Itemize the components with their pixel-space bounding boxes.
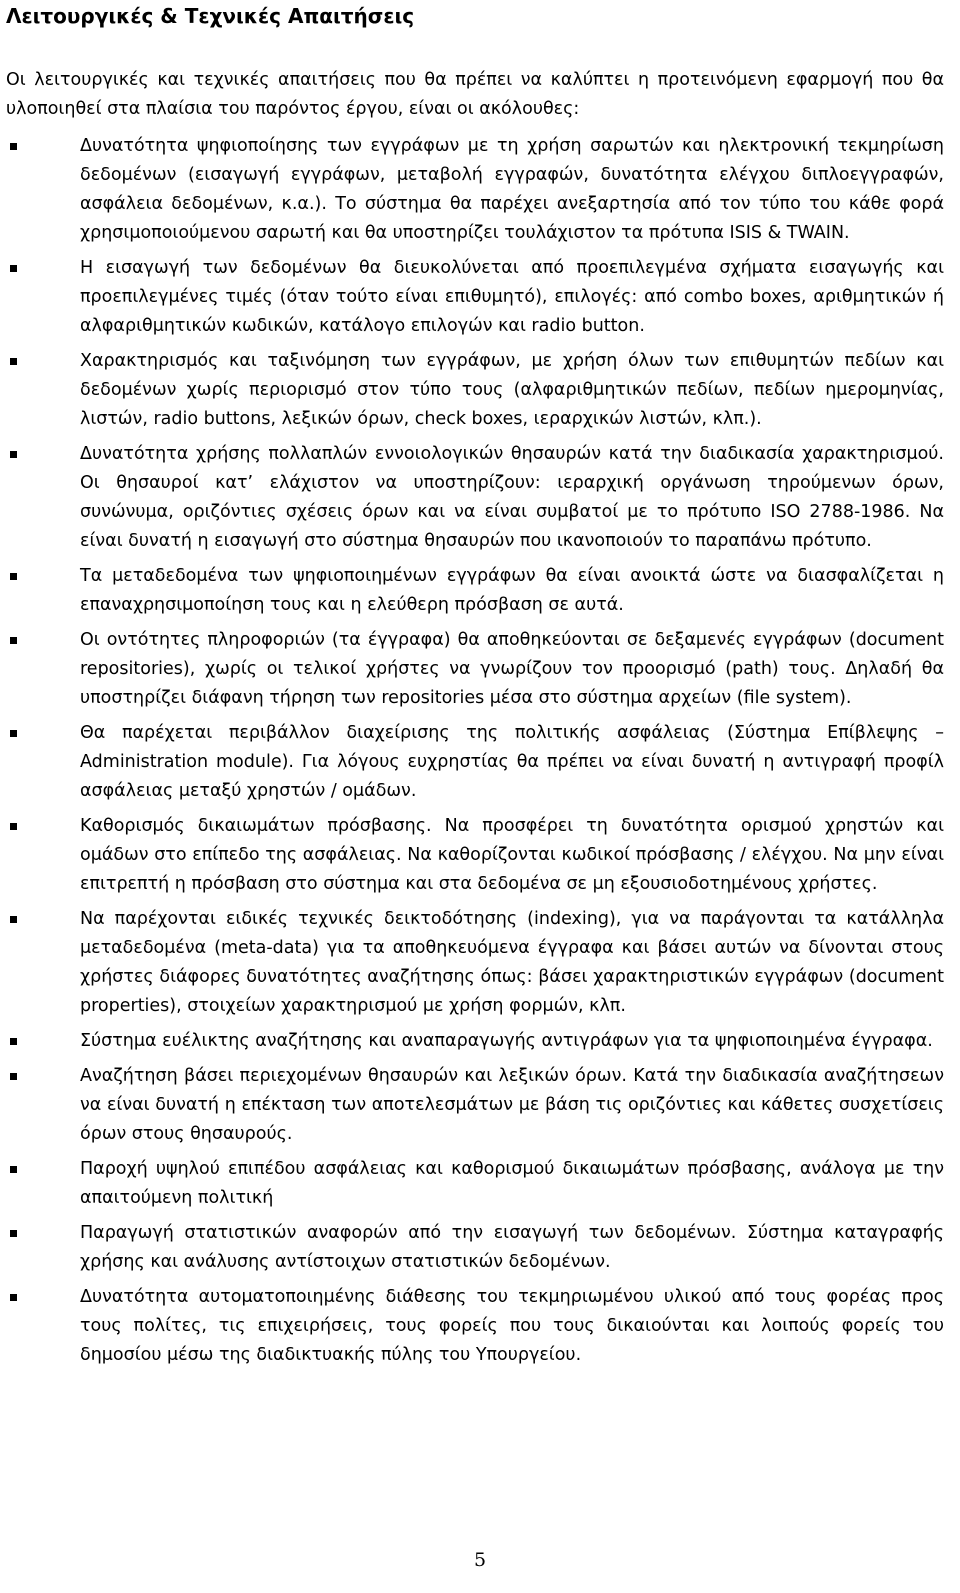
intro-paragraph: Οι λειτουργικές και τεχνικές απαιτήσεις που θα πρέπει να καλύπτει η προτεινόμενη εφαρμογή που θα υλοποιηθεί στα πλαίσια του παρόντος έργου, είναι οι ακόλουθες: [6,70,944,119]
square-bullet-icon [10,1294,17,1301]
list-item-text: Σύστημα ευέλικτης αναζήτησης και αναπαραγωγής αντιγράφων για τα ψηφιοποιημένα έγγραφα. [80,1031,933,1051]
list-item [6,347,944,434]
list-item [6,1283,944,1370]
section-heading: Λειτουργικές & Τεχνικές Απαιτήσεις [6,4,415,28]
list-item-text: Η εισαγωγή των δεδομένων θα διευκολύνεται από προεπιλεγμένα σχήματα εισαγωγής και προεπιλεγμένες τιμές (όταν τούτο είναι επιθυμητό), επιλογές: από combo boxes, αριθμητικών ή αλφαριθμητικών κωδικών, κατάλογο επιλογών και radio button. [80,258,944,336]
requirements-list [6,132,944,1376]
list-item-text: Αναζήτηση βάσει περιεχομένων θησαυρών και λεξικών όρων. Κατά την διαδικασία αναζήτησεων να είναι δυνατή η επέκταση των αποτελεσμάτων με βάση τις οριζόντιες και κάθετες συσχετίσεις όρων στους θησαυρούς. [80,1066,944,1144]
list-item-text: Δυνατότητα ψηφιοποίησης των εγγράφων με τη χρήση σαρωτών και ηλεκτρονική τεκμηρίωση δεδομένων (εισαγωγή εγγράφων, μεταβολή εγγραφών, δυνατότητα ελέγχου διπλοεγγραφών, ασφάλεια δεδομένων, κ.α.). Το σύστημα θα παρέχει ανεξαρτησία από τον τύπο του κάθε φορά χρησιμοποιούμενου σαρωτή και θα υποστηρίζει τουλάχιστον τα πρότυπα ISIS & TWAIN. [80,136,944,243]
list-item-text: Χαρακτηρισμός και ταξινόμηση των εγγράφων, με χρήση όλων των επιθυμητών πεδίων και δεδομένων χωρίς περιορισμό στον τύπο τους (αλφαριθμητικών πεδίων, πεδίων ημερομηνίας, λιστών, radio buttons, λεξικών όρων, check boxes, ιεραρχικών λιστών, κλπ.). [80,351,944,429]
list-item-text: Παροχή υψηλού επιπέδου ασφάλειας και καθορισμού δικαιωμάτων πρόσβασης, ανάλογα με την απαιτούμενη πολιτική [80,1159,944,1208]
square-bullet-icon [10,573,17,580]
page-number: 5 [473,1549,487,1571]
list-item [6,719,944,806]
list-item [6,562,944,620]
square-bullet-icon [10,451,17,458]
list-item [6,1062,944,1149]
list-item [6,440,944,556]
list-item-text: Παραγωγή στατιστικών αναφορών από την εισαγωγή των δεδομένων. Σύστημα καταγραφής χρήσης και ανάλυσης αντίστοιχων στατιστικών δεδομένων. [80,1223,944,1272]
square-bullet-icon [10,358,17,365]
square-bullet-icon [10,1230,17,1237]
list-item-text: Δυνατότητα χρήσης πολλαπλών εννοιολογικών θησαυρών κατά την διαδικασία χαρακτηρισμού. Οι θησαυροί κατ’ ελάχιστον να υποστηρίζουν: ιεραρχική οργάνωση τηρούμενων όρων, συνώνυμα, οριζόντιες σχέσεις όρων και να είναι συμβατοί με το πρότυπο ISO 2788-1986. Να είναι δυνατή η εισαγωγή στο σύστημα θησαυρών που ικανοποιούν το παραπάνω πρότυπο. [80,444,944,551]
list-item-text: Καθορισμός δικαιωμάτων πρόσβασης. Να προσφέρει τη δυνατότητα ορισμού χρηστών και ομάδων στο επίπεδο της ασφάλειας. Να καθορίζονται κωδικοί πρόσβασης / ελέγχου. Να μην είναι επιτρεπτή η πρόσβαση στο σύστημα και στα δεδομένα σε μη εξουσιοδοτημένους χρήστες. [80,816,944,894]
list-item-text: Να παρέχονται ειδικές τεχνικές δεικτοδότησης (indexing), για να παράγονται τα κατάλληλα μεταδεδομένα (meta-data) για τα αποθηκευόμενα έγγραφα και βάσει αυτών να δίνονται στους χρήστες διάφορες δυνατότητες αναζήτησης όπως: βάσει χαρακτηριστικών εγγράφων (document properties), στοιχείων χαρακτηρισμού με χρήση φορμών, κλπ. [80,909,944,1016]
list-item [6,626,944,713]
list-item-text: Δυνατότητα αυτοματοποιημένης διάθεσης του τεκμηριωμένου υλικού από τους φορέας προς τους πολίτες, τις επιχειρήσεις, τους φορείς που τους δικαιούνται και λοιπούς φορείς του δημοσίου μέσω της διαδικτυακής πύλης του Υπουργείου. [80,1287,944,1365]
list-item [6,1155,944,1213]
list-item [6,1219,944,1277]
square-bullet-icon [10,637,17,644]
square-bullet-icon [10,265,17,272]
list-item [6,905,944,1021]
square-bullet-icon [10,1166,17,1173]
list-item [6,1027,944,1056]
square-bullet-icon [10,1038,17,1045]
list-item-text: Οι οντότητες πληροφοριών (τα έγγραφα) θα αποθηκεύονται σε δεξαμενές εγγράφων (document repositories), χωρίς οι τελικοί χρήστες να γνωρίζουν τον προορισμό (path) τους. Δηλαδή θα υποστηρίζει διάφανη τήρηση των repositories μέσα στο σύστημα αρχείων (file system). [80,630,944,708]
list-item [6,254,944,341]
list-item-text: Θα παρέχεται περιβάλλον διαχείρισης της πολιτικής ασφάλειας (Σύστημα Επίβλεψης – Administration module). Για λόγους ευχρηστίας θα πρέπει να είναι δυνατή η αντιγραφή προφίλ ασφάλειας μεταξύ χρηστών / ομάδων. [80,723,944,801]
list-item [6,132,944,248]
list-item-text: Τα μεταδεδομένα των ψηφιοποιημένων εγγράφων θα είναι ανοικτά ώστε να διασφαλίζεται η επαναχρησιμοποίηση τους και η ελεύθερη πρόσβαση σε αυτά. [80,566,944,615]
square-bullet-icon [10,823,17,830]
square-bullet-icon [10,1073,17,1080]
square-bullet-icon [10,730,17,737]
square-bullet-icon [10,916,17,923]
square-bullet-icon [10,143,17,150]
list-item [6,812,944,899]
